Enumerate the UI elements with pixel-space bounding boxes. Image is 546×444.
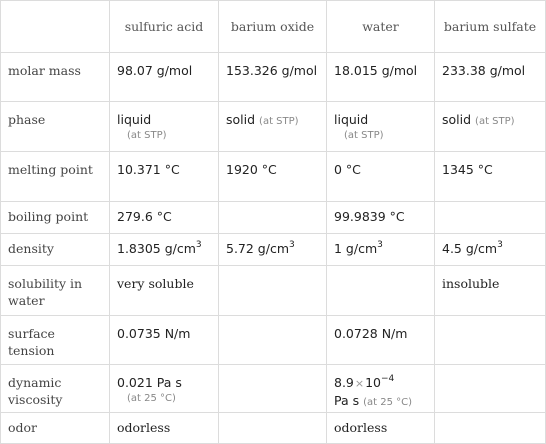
column-header: water bbox=[327, 1, 435, 53]
table-cell bbox=[435, 413, 546, 444]
cell-note: (at STP) bbox=[344, 130, 384, 141]
cell-note: (at STP) bbox=[475, 116, 515, 127]
cell-value: Pa s bbox=[334, 393, 360, 408]
row-label: molar mass bbox=[1, 53, 110, 102]
base: 10 bbox=[365, 375, 382, 390]
table-cell bbox=[219, 316, 327, 365]
exponent: 3 bbox=[195, 239, 202, 250]
table-row-density bbox=[1, 234, 546, 266]
times-sign: × bbox=[354, 377, 365, 390]
mantissa: 8.9 bbox=[334, 375, 354, 390]
table-cell bbox=[435, 234, 546, 266]
table-cell: 0.0728 N/m bbox=[327, 316, 435, 365]
table-cell bbox=[219, 413, 327, 444]
table-cell bbox=[110, 365, 219, 413]
cell-note: (at 25 °C) bbox=[363, 397, 413, 408]
table-cell: 153.326 g/mol bbox=[219, 53, 327, 102]
table-row-molar-mass bbox=[1, 53, 546, 102]
table-cell bbox=[435, 202, 546, 234]
table-cell: 1920 °C bbox=[219, 152, 327, 202]
column-header: sulfuric acid bbox=[110, 1, 219, 53]
row-label: density bbox=[1, 234, 110, 266]
table-cell bbox=[219, 365, 327, 413]
table-cell: 0 °C bbox=[327, 152, 435, 202]
table-cell: very soluble bbox=[110, 266, 219, 316]
table-cell bbox=[327, 365, 435, 413]
cell-note: (at 25 °C) bbox=[127, 393, 176, 404]
cell-value: 0.021 Pa s bbox=[117, 375, 182, 390]
table-cell bbox=[110, 102, 219, 152]
cell-note: (at STP) bbox=[259, 116, 299, 127]
table-cell: 0.0735 N/m bbox=[110, 316, 219, 365]
table-row-odor bbox=[1, 413, 546, 444]
table-cell: 10.371 °C bbox=[110, 152, 219, 202]
table-row-melting-point bbox=[1, 152, 546, 202]
column-header: barium oxide bbox=[219, 1, 327, 53]
cell-value: liquid bbox=[117, 112, 152, 127]
row-label: boiling point bbox=[1, 202, 110, 234]
table-row-dynamic-viscosity bbox=[1, 365, 546, 413]
table-cell: insoluble bbox=[435, 266, 546, 316]
table-cell: 18.015 g/mol bbox=[327, 53, 435, 102]
cell-value: 4.5 g/cm bbox=[442, 241, 498, 256]
cell-value: solid bbox=[442, 112, 472, 127]
table-cell: odorless bbox=[327, 413, 435, 444]
table-cell bbox=[327, 234, 435, 266]
cell-value: 1.8305 g/cm bbox=[117, 241, 196, 256]
table-cell bbox=[219, 102, 327, 152]
row-label: melting point bbox=[1, 152, 110, 202]
exponent: 3 bbox=[289, 239, 295, 250]
table-cell: 233.38 g/mol bbox=[435, 53, 546, 102]
cell-note: (at STP) bbox=[127, 130, 167, 141]
table-row-boiling-point bbox=[1, 202, 546, 234]
table-cell: 99.9839 °C bbox=[327, 202, 435, 234]
row-label: odor bbox=[1, 413, 110, 444]
table-cell bbox=[327, 102, 435, 152]
table-cell bbox=[327, 266, 435, 316]
table-cell: odorless bbox=[110, 413, 219, 444]
table-cell: 1345 °C bbox=[435, 152, 546, 202]
table-cell bbox=[435, 102, 546, 152]
cell-value: solid bbox=[226, 112, 256, 127]
row-label: surface tension bbox=[1, 316, 110, 365]
cell-value: liquid bbox=[334, 112, 369, 127]
table-cell bbox=[110, 234, 219, 266]
exponent: 3 bbox=[497, 239, 503, 250]
table-cell bbox=[219, 202, 327, 234]
exponent: 3 bbox=[377, 239, 383, 250]
cell-value: 1 g/cm bbox=[334, 241, 378, 256]
table-cell bbox=[219, 234, 327, 266]
table-cell: 98.07 g/mol bbox=[110, 53, 219, 102]
table-cell bbox=[219, 266, 327, 316]
header-row bbox=[1, 1, 546, 53]
corner-cell bbox=[1, 1, 110, 53]
row-label: solubility in water bbox=[1, 266, 110, 316]
table-cell: 279.6 °C bbox=[110, 202, 219, 234]
row-label: dynamic viscosity bbox=[1, 365, 110, 413]
table-row-surface-tension bbox=[1, 316, 546, 365]
table-cell bbox=[435, 316, 546, 365]
table-cell bbox=[435, 365, 546, 413]
row-label: phase bbox=[1, 102, 110, 152]
table-row-phase bbox=[1, 102, 546, 152]
cell-value: 5.72 g/cm bbox=[226, 241, 290, 256]
table-row-solubility bbox=[1, 266, 546, 316]
exponent: −4 bbox=[381, 373, 395, 384]
column-header: barium sulfate bbox=[435, 1, 546, 53]
